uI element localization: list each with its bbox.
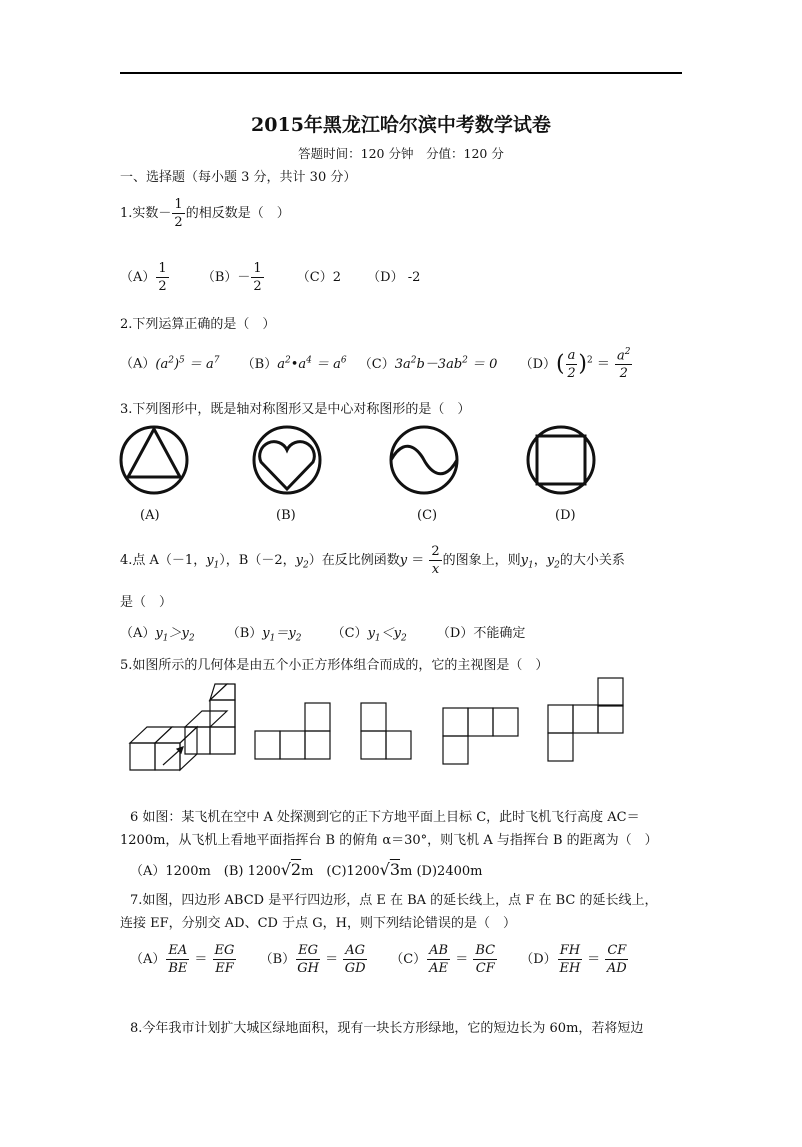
question-2: 2.下列运算正确的是（ ） (120, 317, 276, 332)
question-6-line1: 6 如图：某飞机在空中 A 处探测到它的正下方地平面上目标 C，此时飞机飞行高度 AC＝ (130, 810, 640, 825)
section-heading: 一、选择题（每小题 3 分，共计 30 分） (120, 170, 357, 185)
question-7-options: （A） $\frac{EA}{BE}$ ＝ $\frac{EG}{EF}$ （B） $\frac{EG}{GH}$ ＝ $\frac{AG}{GD}$ （C） $\frac{AB}{AE}$ ＝ $\frac{BC}{CF}$ （D） $\frac{FH}{EH}$ ＝ $\frac{CF}{AD}$ (130, 943, 627, 976)
option-label-a: (A) (140, 508, 160, 523)
question-3: 3.下列图形中，既是轴对称图形又是中心对称图形的是（ ） (120, 402, 471, 417)
question-1: 1.实数－ $\frac{1}{2}$ 的相反数是（ ） (120, 197, 290, 230)
header-rule (120, 72, 682, 74)
question-7-line1: 7.如图，四边形 ABCD 是平行四边形，点 E 在 BA 的延长线上，点 F 在 BC 的延长线上， (130, 893, 658, 908)
question-6-line2: 1200m，从飞机上看地平面指挥台 B 的俯角 α＝30°，则飞机 A 与指挥台 B 的距离为（ ） (120, 833, 658, 848)
question-3-figures (118, 420, 598, 502)
option-label-c: (C) (417, 508, 438, 523)
question-6-options: （A）1200m (B) 1200√2m (C)1200√3m (D)2400m (130, 860, 483, 879)
question-2-options: $(A)(a^2)^5 = a^7$ $(B)a^2•a^4 = a^6$ $(C)3a^2b-3ab^2 = 0$ （D）( $\frac{a}{2}$ )$^2$ ＝ $\frac{a^2}{2}$ (120, 347, 631, 382)
option-label-d: (D) (555, 508, 576, 523)
question-4-options: $(A)y_1>y_2$ $(B)y_1=y_2$ $(C)y_1<y_2$ （D）不能确定 (120, 626, 526, 644)
question-5: 5.如图所示的几何体是由五个小正方形体组合而成的，它的主视图是（ ） (120, 658, 549, 673)
question-7-line2: 连接 EF，分别交 AD、CD 于点 G，H，则下列结论错误的是（ ） (120, 916, 516, 931)
page-title: 2015年黑龙江哈尔滨中考数学试卷 (251, 114, 551, 136)
question-1-options: （A） $\frac{1}{2}$ （B）－ $\frac{1}{2}$ （C）2 （D） -2 (120, 261, 421, 294)
question-8-line1: 8.今年我市计划扩大城区绿地面积，现有一块长方形绿地，它的短边长为 60m，若将短边 (130, 1021, 644, 1036)
exam-meta: 答题时间：120 分钟 分值：120 分 (298, 146, 504, 161)
question-5-figures (125, 675, 635, 775)
question-4-line2: 是（ ） (120, 595, 173, 610)
question-4: 4.点 A（－1，$y_1$），B（－2，$y_2$）在反比例函数y ＝ $\frac{2}{x}$ 的图象上，则$y_1$，$y_2$的大小关系 (120, 544, 625, 577)
option-label-b: (B) (276, 508, 296, 523)
